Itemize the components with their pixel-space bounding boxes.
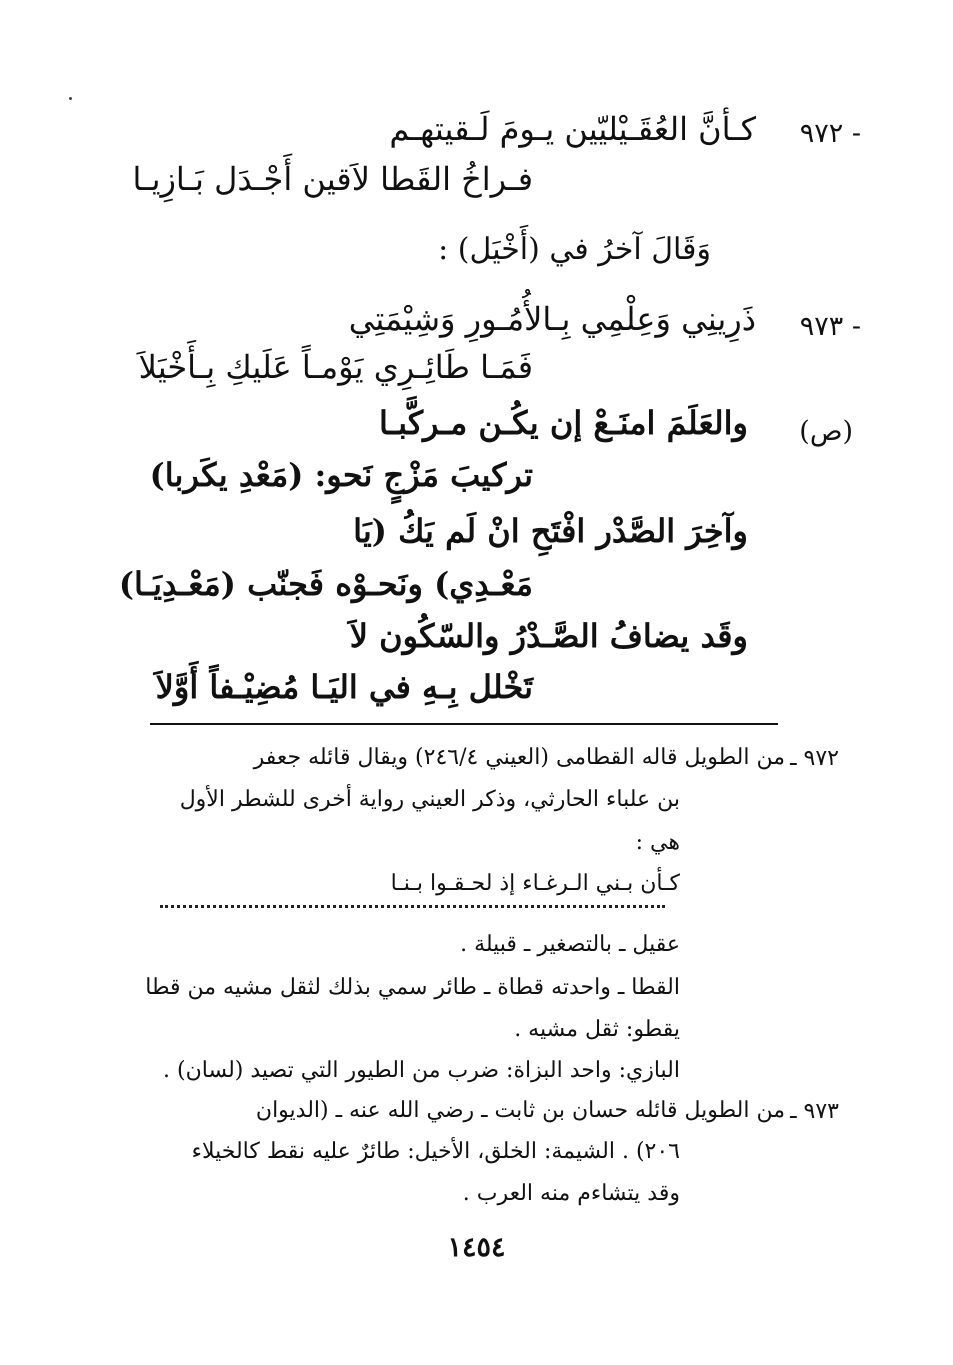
scan-speck	[69, 97, 72, 100]
footnote-972-gloss-3: يقطو: ثقل مشيه .	[514, 1017, 680, 1042]
footnote-973-line-2: ٢٠٦) . الشيمة: الخلق، الأخيل: طائرٌ عليه نقط كالخيلاء	[191, 1139, 680, 1164]
footnote-973-line-1: من الطويل قائله حسان بن ثابت ـ رضي الله عنه ـ (الديوان	[255, 1098, 785, 1123]
commentary-line-4: مَعْـدِي) ونَحـوْه فَجنّب (مَعْـدِيَـا)	[118, 565, 533, 603]
footnote-972-gloss-1: عقيل ـ بالتصغير ـ قبيلة .	[460, 932, 680, 957]
verse-972-line-2: فـراخُ القَطا لاَقين أَجْـدَل بَـازِيـا	[132, 160, 533, 198]
verse-number-973: - ٩٧٣	[799, 311, 861, 342]
footnote-972-gloss-2: القطا ـ واحدته قطاة ـ طائر سمي بذلك لثقل مشيه من قطا	[145, 975, 680, 1000]
verse-973-line-1: ذَرِينِي وَعِلْمِي بِـالأُمُـورِ وَشِيْمَتِي	[348, 300, 756, 338]
commentary-marker: (ص)	[799, 416, 853, 447]
commentary-line-5: وقَد يضافُ الصَّـدْرُ والسّكُون لاَ	[349, 617, 748, 655]
verse-number-972: - ٩٧٢	[799, 118, 861, 149]
footnote-number-972: ٩٧٢ ـ	[790, 746, 839, 771]
verse-972-line-1: كـأنَّ العُقَـيْليّين يـومَ لَـقيتهـم	[389, 110, 756, 148]
commentary-line-1: والعَلَمَ امنَـعْ إن يكُـن مـركَّبـا	[379, 404, 748, 442]
commentary-line-3: وآخِرَ الصَّدْر افْتَحِ انْ لَم يَكُ (يَا	[353, 512, 748, 550]
page-number: ١٤٥٤	[447, 1232, 506, 1263]
footnote-972-quoted-verse: كـأن بـني الـرغـاء إذ لحـقـوا بـنـا	[390, 871, 680, 896]
footnote-number-973: ٩٧٣ ـ	[790, 1099, 839, 1124]
verse-973-intro: وَقَالَ آخرُ في (أَخْيَل) :	[438, 232, 711, 267]
footnote-972-line-3: هي :	[635, 830, 680, 855]
commentary-line-6: تَخْلل بِـهِ في اليَـا مُضِيْـفاً أَوَّلاَ	[155, 668, 533, 706]
footnote-972-line-1: من الطويل قاله القطامى (العيني ٢٤٦/٤) ويقال قائله جعفر	[253, 745, 785, 770]
verse-973-line-2: فَمَـا طَائِـرِي يَوْمـاً عَلَيكِ بِـأَخْيَلاَ	[138, 348, 533, 386]
footnote-973-line-3: وقد يتشاءم منه العرب .	[462, 1181, 680, 1206]
footnote-972-dotted-hemistich	[160, 905, 665, 908]
commentary-line-2: تركيبَ مَزْجٍ نَحو: (مَعْدِ يكَربا)	[149, 456, 533, 494]
footnote-972-line-2: بن علباء الحارثي، وذكر العيني رواية أخرى للشطر الأول	[179, 787, 680, 812]
footnote-separator	[150, 723, 778, 725]
footnote-972-gloss-4: البازي: واحد البزاة: ضرب من الطيور التي تصيد (لسان) .	[163, 1058, 680, 1083]
